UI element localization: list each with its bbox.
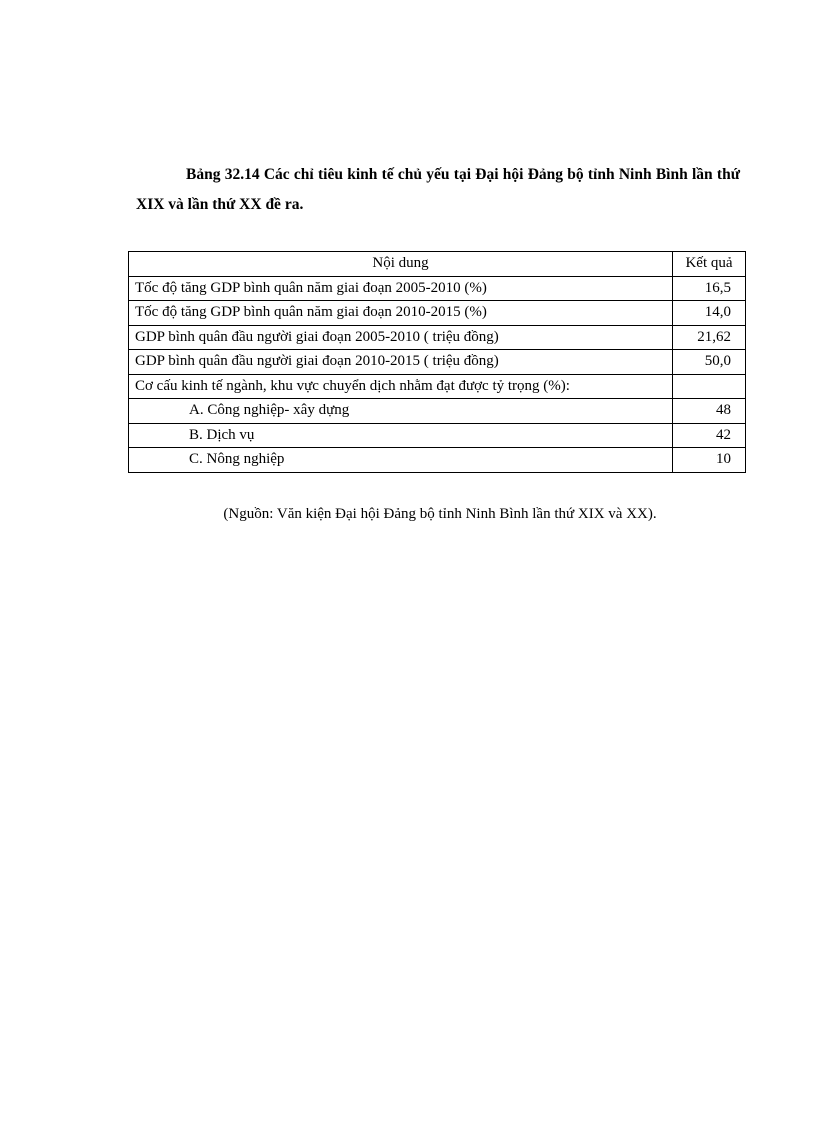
table-row	[129, 276, 746, 301]
row-content: Cơ cấu kinh tế ngành, khu vực chuyển dịch nhằm đạt được tỷ trọng (%):	[129, 374, 673, 399]
row-value: 48	[673, 399, 746, 424]
table-row	[129, 325, 746, 350]
row-content: C. Nông nghiệp	[129, 448, 673, 473]
row-value: 42	[673, 423, 746, 448]
header-result: Kết quả	[673, 252, 746, 277]
table-row	[129, 350, 746, 375]
row-value: 16,5	[673, 276, 746, 301]
row-value: 14,0	[673, 301, 746, 326]
row-value: 10	[673, 448, 746, 473]
header-content: Nội dung	[129, 252, 673, 277]
table-row	[129, 399, 746, 424]
row-value: 21,62	[673, 325, 746, 350]
table-header-row	[129, 252, 746, 277]
table-row	[129, 448, 746, 473]
row-content: Tốc độ tăng GDP bình quân năm giai đoạn 2005-2010 (%)	[129, 276, 673, 301]
row-value	[673, 374, 746, 399]
row-content: A. Công nghiệp- xây dựng	[129, 399, 673, 424]
row-content: B. Dịch vụ	[129, 423, 673, 448]
economic-indicators-table	[128, 251, 746, 473]
row-content: GDP bình quân đầu người giai đoạn 2010-2015 ( triệu đồng)	[129, 350, 673, 375]
row-content: GDP bình quân đầu người giai đoạn 2005-2010 ( triệu đồng)	[129, 325, 673, 350]
table-row	[129, 374, 746, 399]
table-row	[129, 423, 746, 448]
source-note: (Nguồn: Văn kiện Đại hội Đảng bộ tỉnh Ninh Bình lần thứ XIX và XX).	[223, 506, 657, 522]
row-content: Tốc độ tăng GDP bình quân năm giai đoạn 2010-2015 (%)	[129, 301, 673, 326]
table-row	[129, 301, 746, 326]
row-value: 50,0	[673, 350, 746, 375]
table-caption: Bảng 32.14 Các chỉ tiêu kinh tế chủ yếu tại Đại hội Đảng bộ tỉnh Ninh Bình lần thứ XIX và lần thứ XX đề ra.	[136, 166, 740, 213]
